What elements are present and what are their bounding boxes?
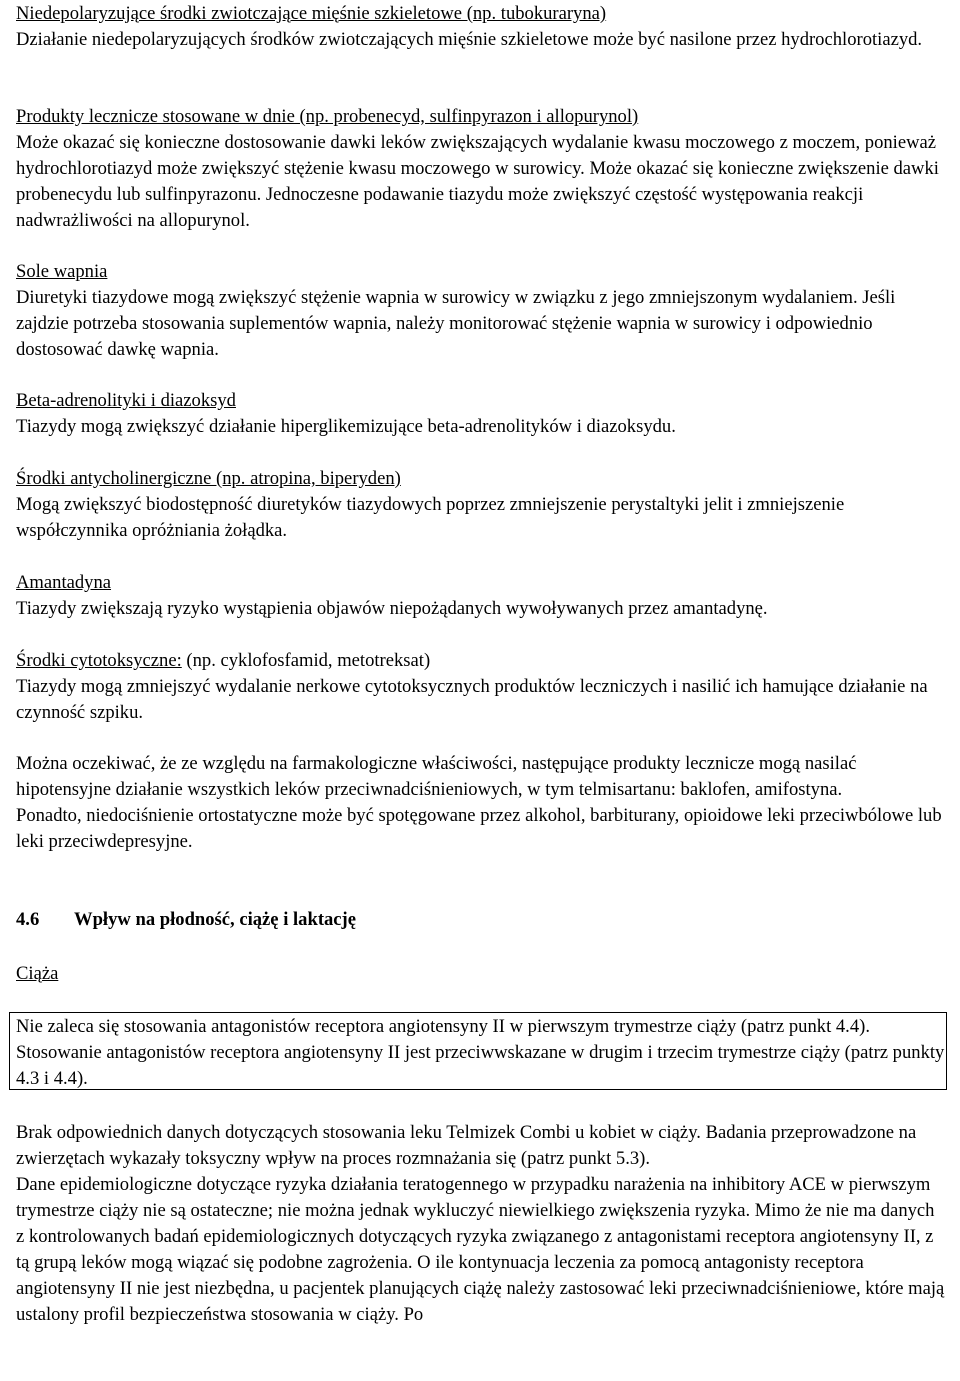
section-cytotoxic [16, 648, 946, 726]
heading-title: Wpływ na płodność, ciążę i laktację [74, 909, 357, 930]
section-text: Diuretyki tiazydowe mogą zwiększyć stężenie wapnia w surowicy w związku z jego zmniejszonym wydalaniem. Jeśli zajdzie potrzeba stosowania suplementów wapnia, należy monitorować stężenie wapnia w surowicy i odpowiednio dostosować dawkę wapnia. [16, 287, 896, 360]
boxed-warning-text: Nie zaleca się stosowania antagonistów receptora angiotensyny II w pierwszym trymestrze ciąży (patrz punkt 4.4). Stosowanie antagonistów receptora angiotensyny II jest przeciwwskazane w drugim i trzecim trymestrze ciąży (patrz punkty 4.3 i 4.4). [16, 1016, 945, 1089]
section-title: Amantadyna [16, 572, 112, 593]
section-text: Działanie niedepolaryzujących środków zwiotczających mięśnie szkieletowe może być nasilone przez hydrochlorotiazyd. [16, 29, 923, 50]
heading-number: 4.6 [16, 909, 40, 930]
general-paragraph-1: Można oczekiwać, że ze względu na farmakologiczne właściwości, następujące produkty lecznicze mogą nasilać hipotensyjne działanie wszystkich leków przeciwnadciśnieniowych, w tym telmisartanu: baklofen, amifostyna. [16, 753, 857, 800]
pregnancy-title: Ciąża [16, 963, 59, 984]
section-amantadine [16, 570, 946, 622]
general-paragraph-2: Ponadto, niedociśnienie ortostatyczne może być spotęgowane przez alkohol, barbiturany, opioidowe leki przeciwbólowe lub leki przeciwdepresyjne. [16, 805, 942, 852]
pregnancy-paragraph-2: Dane epidemiologiczne dotyczące ryzyka działania teratogennego w przypadku narażenia na inhibitory ACE w pierwszym trymestrze ciąży nie są ostateczne; nie można jednak wykluczyć niewielkiego zwiększenia ryzyka. Mimo że nie ma danych z kontrolowanych badań epidemiologicznych dotyczących ryzyka związanego z antagonistami receptora angiotensyny II, z tą grupą leków mogą wiązać się podobne zagrożenia. O ile kontynuacja leczenia za pomocą antagonisty receptora angiotensyny II nie jest niezbędna, u pacjentek planujących ciążę należy zastosować leki przeciwnadciśnieniowe, które mają ustalony profil bezpieczeństwa stosowania w ciąży. Po [16, 1174, 945, 1325]
section-beta [16, 388, 946, 440]
section-title-line [16, 648, 946, 674]
section-gout [16, 104, 946, 234]
section-title: Niedepolaryzujące środki zwiotczające mięśnie szkieletowe (np. tubokuraryna) [16, 3, 607, 24]
section-text: Może okazać się konieczne dostosowanie dawki leków zwiększających wydalanie kwasu moczowego z moczem, ponieważ hydrochlorotiazyd może zwiększyć stężenie kwasu moczowego w surowicy. Może okazać się konieczne zwiększenie dawki probenecydu lub sulfinpyrazonu. Jednoczesne podawanie tiazydu może zwiększyć częstość występowania reakcji nadwrażliwości na allopurynol. [16, 132, 939, 231]
section-title: Środki antycholinergiczne (np. atropina, biperyden) [16, 468, 401, 489]
heading-4-6 [16, 907, 946, 933]
section-title: Beta-adrenolityki i diazoksyd [16, 390, 236, 411]
section-text: Mogą zwiększyć biodostępność diuretyków tiazydowych poprzez zmniejszenie perystaltyki jelit i zmniejszenie współczynnika opróżniania żołądka. [16, 494, 845, 541]
section-title-rest: (np. cyklofosfamid, metotreksat) [181, 650, 431, 671]
boxed-warning-text-block [16, 1014, 946, 1092]
section-calcium [16, 259, 946, 363]
section-title: Sole wapnia [16, 261, 108, 282]
section-text: Tiazydy mogą zwiększyć działanie hiperglikemizujące beta-adrenolityków i diazoksydu. [16, 416, 676, 437]
section-title: Produkty lecznicze stosowane w dnie (np. probenecyd, sulfinpyrazon i allopurynol) [16, 106, 639, 127]
pregnancy-title-block [16, 961, 946, 987]
section-text: Tiazydy mogą zmniejszyć wydalanie nerkowe cytotoksycznych produktów leczniczych i nasilić ich hamujące działanie na czynność szpiku. [16, 676, 928, 723]
section-title: Środki cytotoksyczne: [16, 650, 182, 671]
pregnancy-paragraph-1: Brak odpowiednich danych dotyczących stosowania leku Telmizek Combi u kobiet w ciąży. Badania przeprowadzone na zwierzętach wykazały toksyczny wpływ na proces rozmnażania się (patrz punkt 5.3). [16, 1122, 917, 1169]
section-text: Tiazydy zwiększają ryzyko wystąpienia objawów niepożądanych wywoływanych przez amantadynę. [16, 598, 768, 619]
section-general [16, 751, 946, 855]
section-pregnancy [16, 1120, 946, 1328]
section-anticholinergic [16, 466, 946, 544]
section-nondepolarizing [16, 1, 946, 53]
